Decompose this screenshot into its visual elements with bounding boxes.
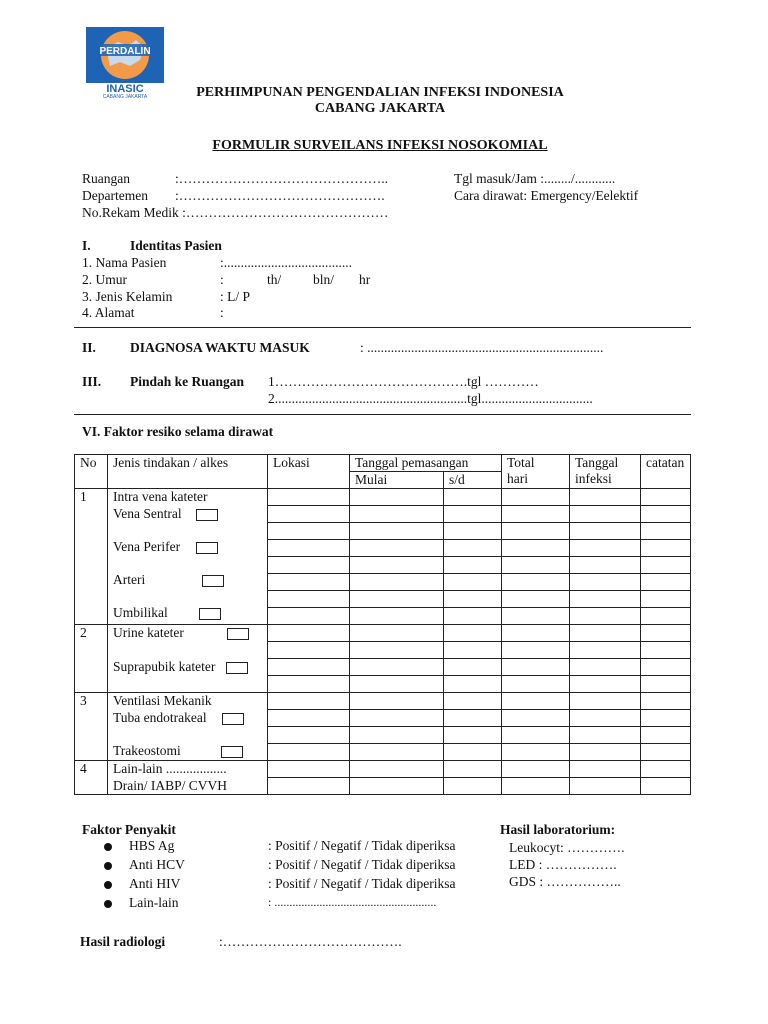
jenis-kelamin-field[interactable]: : L/ P — [220, 289, 251, 304]
group1-title: Intra vena kateter — [113, 489, 208, 504]
divider — [74, 414, 691, 415]
org-name: PERHIMPUNAN PENGENDALIAN INFEKSI INDONESIA — [196, 85, 564, 100]
header-mulai: Mulai — [350, 472, 444, 489]
umur-bln[interactable]: bln/ — [313, 272, 335, 287]
bullet-icon — [104, 900, 112, 908]
group3-title: Ventilasi Mekanik — [113, 693, 212, 708]
tgl-masuk-field[interactable]: Tgl masuk/Jam :......../............ — [454, 171, 616, 186]
section2-num: II. — [82, 340, 96, 355]
form-title: FORMULIR SURVEILANS INFEKSI NOSOKOMIAL — [212, 138, 548, 153]
lain-lain-penyakit-label: Lain-lain — [129, 895, 179, 910]
logo-text-sub: CABANG JAKARTA — [102, 94, 148, 98]
table-row — [75, 625, 691, 642]
lain-lain-label[interactable]: Lain-lain .................. — [113, 761, 227, 776]
trakeostomi-label: Trakeostomi — [113, 742, 181, 758]
group3-items — [108, 693, 268, 761]
urine-kateter-label: Urine kateter — [113, 625, 184, 640]
lain-lain-penyakit-field[interactable]: : ...................................................... — [268, 895, 437, 909]
departemen-field[interactable]: :………………………………………. — [175, 188, 385, 203]
ruangan-field[interactable]: :……………………………………….. — [175, 171, 389, 186]
suprapubik-checkbox[interactable] — [226, 662, 248, 674]
anti-hiv-field[interactable]: : Positif / Negatif / Tidak diperiksa — [268, 876, 456, 891]
alamat-label: 4. Alamat — [82, 305, 135, 320]
umur-hr[interactable]: hr — [359, 272, 371, 287]
vena-sentral-label: Vena Sentral — [113, 505, 182, 521]
umur-label: 2. Umur — [82, 272, 127, 287]
gds-field[interactable]: GDS : …………….. — [509, 874, 621, 889]
table-row — [75, 693, 691, 710]
divider — [74, 327, 691, 328]
group3-no: 3 — [75, 693, 108, 761]
section3-title: Pindah ke Ruangan — [130, 374, 245, 389]
header-no: No — [75, 455, 108, 489]
header-jenis: Jenis tindakan / alkes — [108, 455, 268, 489]
group4-items — [108, 761, 268, 795]
header-catatan: catatan — [641, 455, 691, 489]
header-total-1: Total — [507, 455, 535, 470]
bullet-icon — [104, 881, 112, 889]
group4-no: 4 — [75, 761, 108, 795]
header-tgl-pasang: Tanggal pemasangan — [350, 455, 502, 472]
rekam-medik-field[interactable]: No.Rekam Medik :……………………………………… — [82, 205, 389, 220]
led-field[interactable]: LED : ……………. — [509, 857, 617, 872]
logo-text-top: PERDALIN — [99, 46, 151, 57]
header-lokasi: Lokasi — [268, 455, 350, 489]
vena-sentral-checkbox[interactable] — [196, 509, 218, 521]
header-tgl-infeksi — [570, 455, 641, 489]
radiologi-label: Hasil radiologi — [80, 934, 166, 949]
umbilikal-checkbox[interactable] — [199, 608, 221, 620]
hbsag-field[interactable]: : Positif / Negatif / Tidak diperiksa — [268, 838, 456, 853]
section4-title: VI. Faktor resiko selama dirawat — [82, 424, 274, 439]
trakeostomi-checkbox[interactable] — [221, 746, 243, 758]
vena-perifer-label: Vena Perifer — [113, 538, 181, 554]
pindah-line-2[interactable]: 2.........................................................tgl................................. — [268, 391, 593, 406]
group1-no: 1 — [75, 489, 108, 625]
anti-hcv-field[interactable]: : Positif / Negatif / Tidak diperiksa — [268, 857, 456, 872]
suprapubik-label: Suprapubik kateter — [113, 659, 216, 674]
departemen-label: Departemen — [82, 188, 148, 203]
cara-dirawat-field[interactable]: Cara dirawat: Emergency/Eelektif — [454, 188, 639, 203]
bullet-icon — [104, 862, 112, 870]
logo-text-bottom: INASIC — [106, 83, 144, 95]
vena-perifer-checkbox[interactable] — [196, 542, 218, 554]
tuba-endotrakeal-checkbox[interactable] — [222, 713, 244, 725]
group2-no: 2 — [75, 625, 108, 693]
radiologi-field[interactable]: :…………………………………. — [219, 934, 402, 949]
risk-factor-table — [74, 454, 691, 795]
header-total-2: hari — [507, 471, 528, 486]
tuba-endotrakeal-label: Tuba endotrakeal — [113, 709, 207, 725]
umur-colon: : — [220, 272, 224, 287]
org-branch: CABANG JAKARTA — [314, 101, 446, 116]
alamat-field[interactable]: : — [220, 305, 224, 320]
header-tgl-infeksi-2: infeksi — [575, 471, 612, 486]
arteri-checkbox[interactable] — [202, 575, 224, 587]
group1-items — [108, 489, 268, 625]
table-row — [75, 761, 691, 778]
group2-items — [108, 625, 268, 693]
lab-title: Hasil laboratorium: — [500, 822, 616, 837]
header-sd: s/d — [444, 472, 502, 489]
pindah-line-1[interactable]: 1…………………………………….tgl ………… — [268, 374, 539, 389]
drain-label: Drain/ IABP/ CVVH — [113, 777, 227, 793]
jenis-kelamin-label: 3. Jenis Kelamin — [82, 289, 173, 304]
arteri-label: Arteri — [113, 571, 146, 587]
header-tgl-infeksi-1: Tanggal — [575, 455, 619, 470]
section2-title: DIAGNOSA WAKTU MASUK — [130, 340, 310, 355]
section1-num: I. — [82, 238, 91, 253]
leukocyt-field[interactable]: Leukocyt: …………. — [509, 840, 625, 855]
bullet-icon — [104, 843, 112, 851]
anti-hiv-label: Anti HIV — [129, 876, 181, 891]
umbilikal-label: Umbilikal — [113, 604, 168, 620]
nama-label: 1. Nama Pasien — [82, 255, 167, 270]
nama-field[interactable]: :...................................... — [220, 255, 353, 270]
section3-num: III. — [82, 374, 102, 389]
anti-hcv-label: Anti HCV — [129, 857, 185, 872]
umur-th[interactable]: th/ — [267, 272, 282, 287]
table-row — [75, 489, 691, 506]
faktor-penyakit-title: Faktor Penyakit — [82, 822, 176, 837]
diagnosa-field[interactable]: : ...................................................................... — [360, 340, 604, 355]
header-total — [502, 455, 570, 489]
hbsag-label: HBS Ag — [129, 838, 175, 853]
ruangan-label: Ruangan — [82, 171, 130, 186]
urine-kateter-checkbox[interactable] — [227, 628, 249, 640]
section1-title: Identitas Pasien — [130, 238, 222, 253]
